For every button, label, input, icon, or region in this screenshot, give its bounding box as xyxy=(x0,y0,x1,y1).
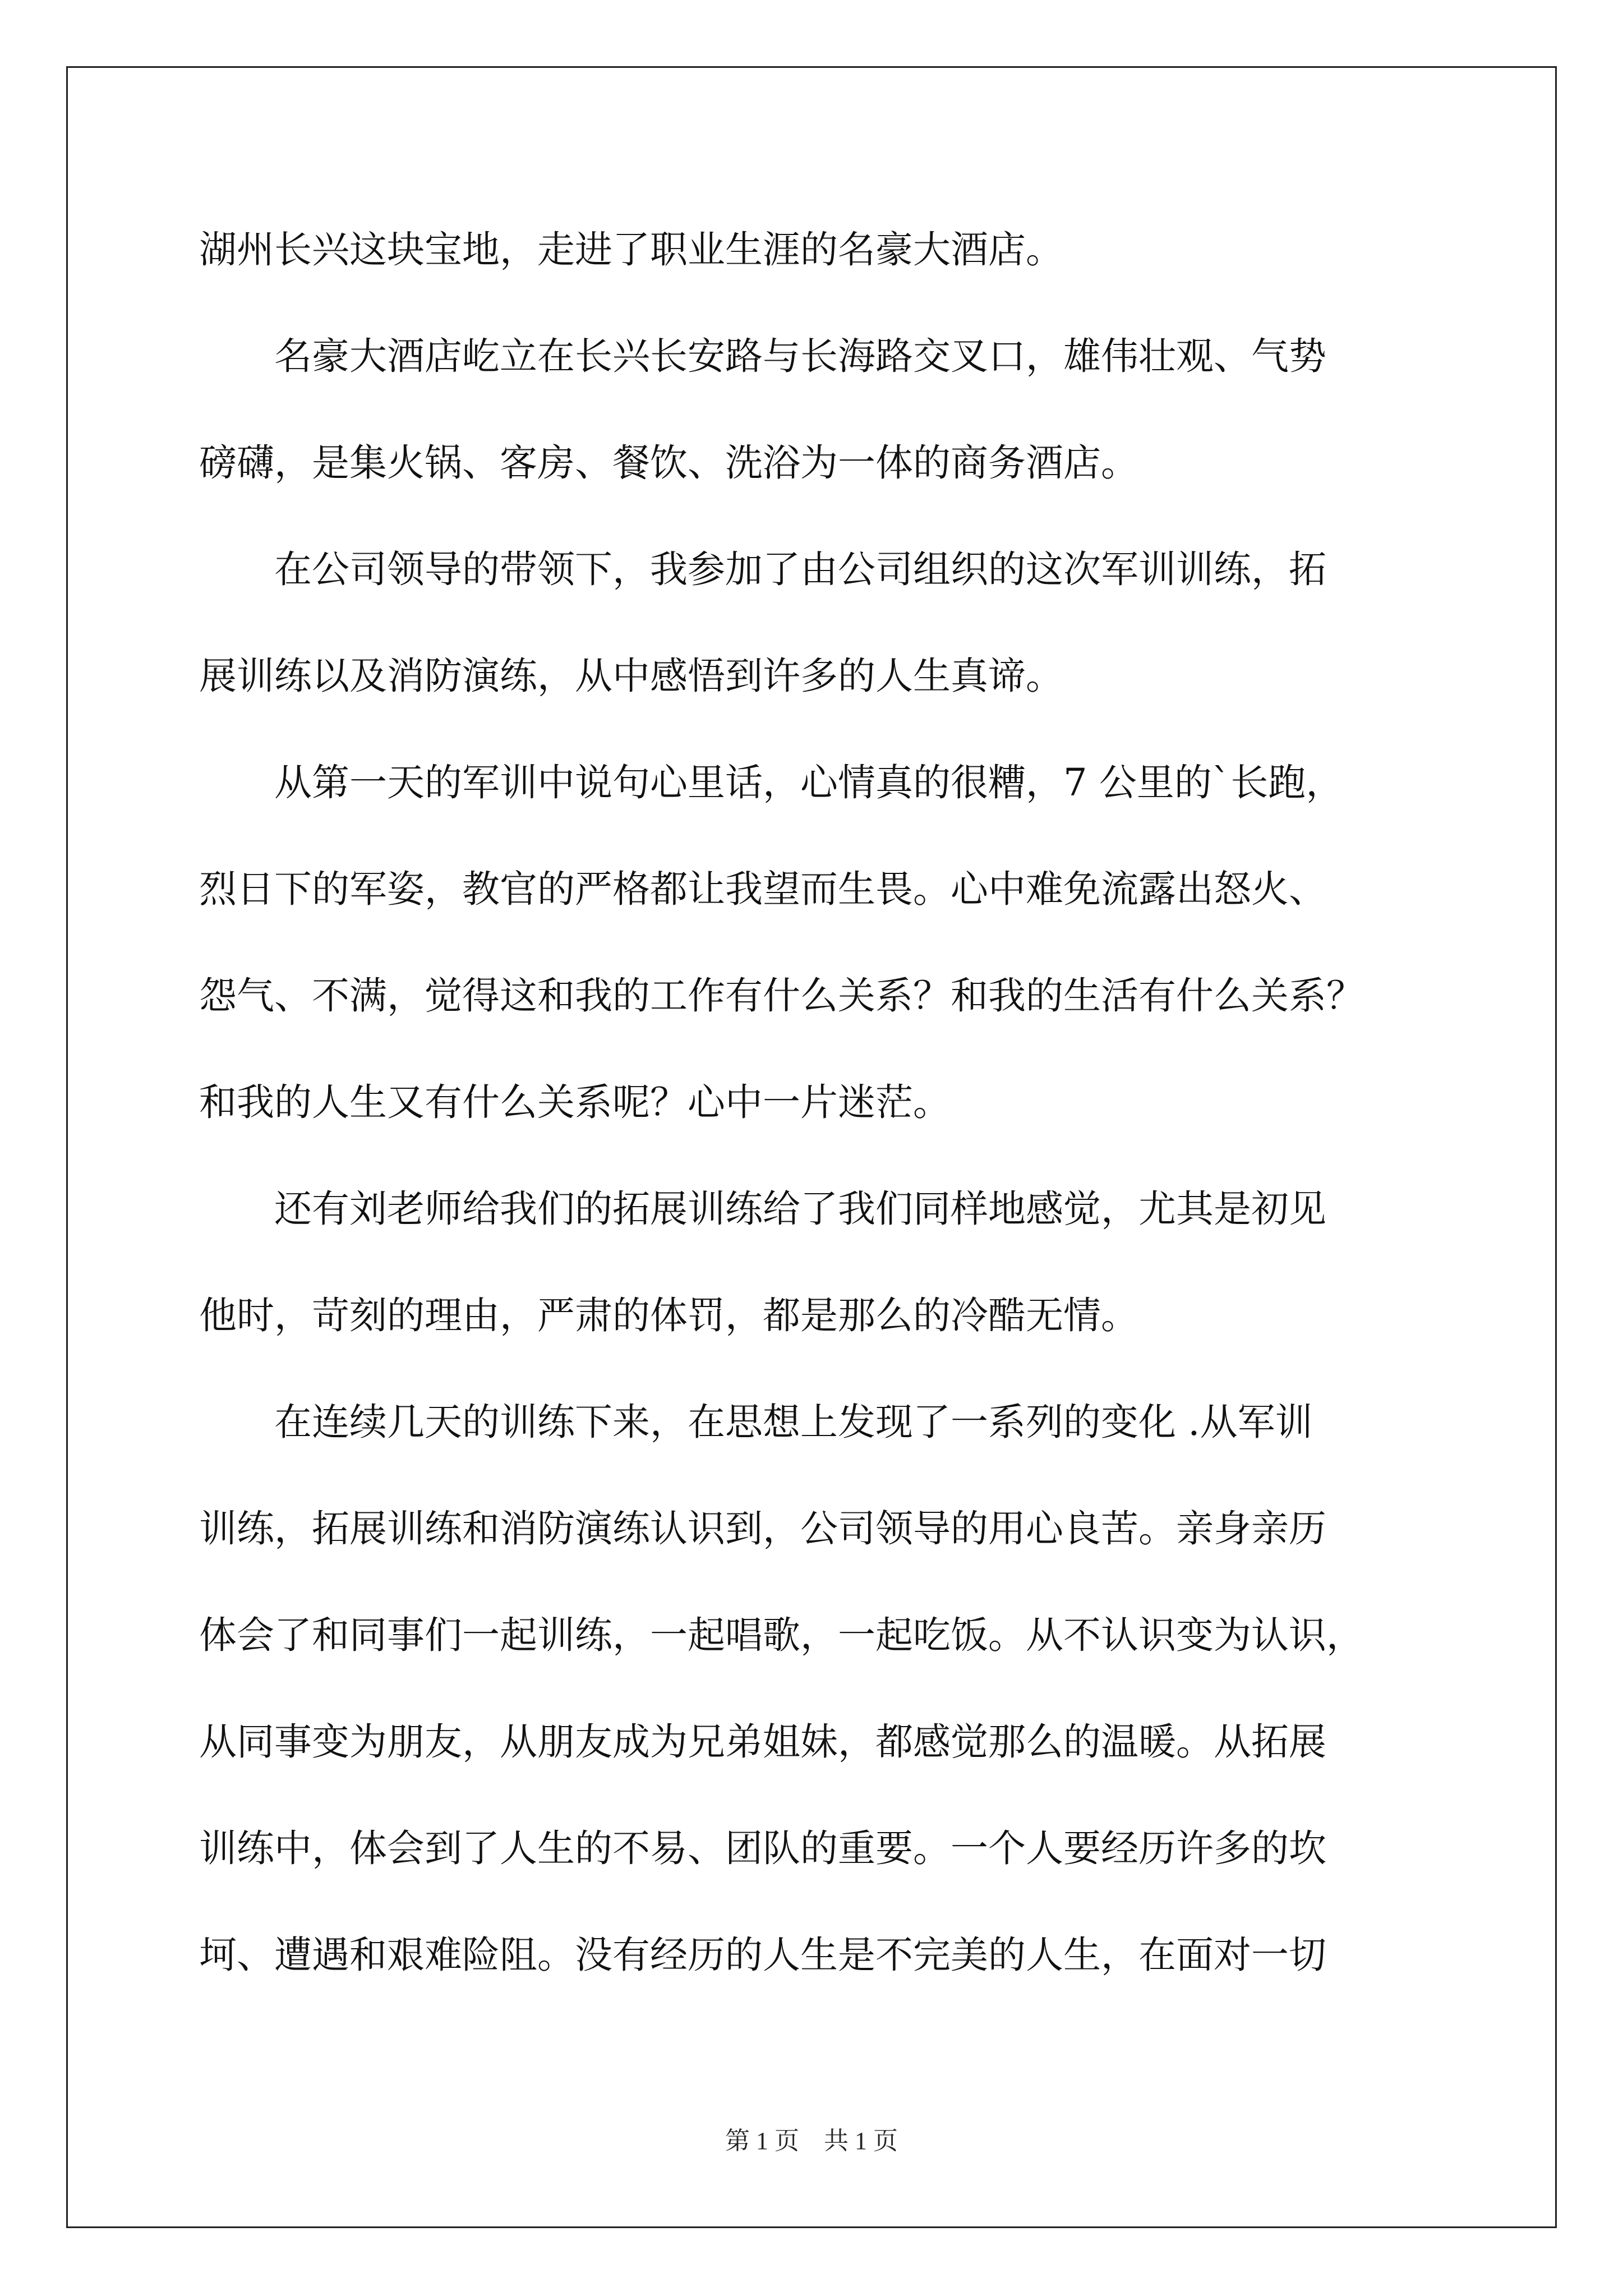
text-line: 烈日下的军姿，教官的严格都让我望而生畏。心中难免流露出怒火、 xyxy=(199,867,1326,911)
text-line: 名豪大酒店屹立在长兴长安路与长海路交叉口，雄伟壮观、气势 xyxy=(199,334,1326,378)
document-body xyxy=(199,196,1450,2008)
text-line: 训练中，体会到了人生的不易、团队的重要。一个人要经历许多的坎 xyxy=(199,1826,1326,1870)
text-line: 湖州长兴这块宝地，走进了职业生涯的名豪大酒店。 xyxy=(199,228,1063,272)
text-line: 磅礴，是集火锅、客房、餐饮、洗浴为一体的商务酒店。 xyxy=(199,441,1138,485)
text-line: 从第一天的军训中说句心里话，心情真的很糟，7 公里的`长跑， xyxy=(199,761,1344,804)
text-line: 坷、遭遇和艰难险阻。没有经历的人生是不完美的人生，在面对一切 xyxy=(199,1933,1326,1977)
text-line: 体会了和同事们一起训练，一起唱歌，一起吃饭。从不认识变为认识， xyxy=(199,1613,1364,1657)
text-line: 和我的人生又有什么关系呢？心中一片迷茫。 xyxy=(199,1080,951,1124)
page-number-footer: 第 1 页 共 1 页 xyxy=(725,2127,898,2155)
text-line: 在公司领导的带领下，我参加了由公司组织的这次军训训练，拓 xyxy=(199,547,1326,591)
text-line: 展训练以及消防演练，从中感悟到许多的人生真谛。 xyxy=(199,654,1063,698)
text-line: 还有刘老师给我们的拓展训练给了我们同样地感觉，尤其是初见 xyxy=(199,1187,1326,1231)
text-line: 怨气、不满，觉得这和我的工作有什么关系？和我的生活有什么关系？ xyxy=(199,974,1364,1018)
text-line: 在连续几天的训练下来，在思想上发现了一系列的变化 .从军训 xyxy=(199,1400,1313,1444)
text-line: 他时，苛刻的理由，严肃的体罚，都是那么的冷酷无情。 xyxy=(199,1294,1138,1337)
text-line: 训练，拓展训练和消防演练认识到，公司领导的用心良苦。亲身亲历 xyxy=(199,1507,1326,1550)
text-line: 从同事变为朋友，从朋友成为兄弟姐妹，都感觉那么的温暖。从拓展 xyxy=(199,1720,1326,1764)
